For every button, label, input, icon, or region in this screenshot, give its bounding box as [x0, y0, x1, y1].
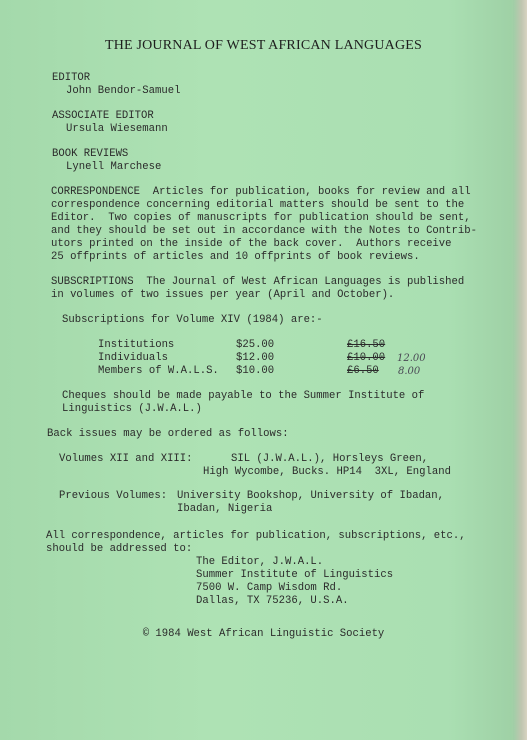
rate-category: Institutions: [98, 339, 175, 351]
back-issues-intro: Back issues may be ordered as follows:: [47, 428, 289, 440]
correspondence-line: correspondence concerning editorial matters should be sent to the: [51, 199, 465, 211]
back-issues-v12-line: SIL (J.W.A.L.), Horsleys Green,: [231, 453, 429, 465]
book-reviews-name: Lynell Marchese: [66, 161, 162, 173]
copyright-footer: © 1984 West African Linguistic Society: [142, 628, 385, 640]
editor-label: EDITOR: [52, 72, 91, 84]
back-issues-v12-label: Volumes XII and XIII:: [59, 453, 193, 465]
associate-editor-name: Ursula Wiesemann: [66, 123, 168, 135]
address-intro: should be addressed to:: [46, 543, 193, 555]
subscriptions-line: SUBSCRIPTIONS The Journal of West African Languages is published: [51, 276, 465, 288]
handwritten-price: 12.00: [397, 353, 426, 364]
associate-editor-label: ASSOCIATE EDITOR: [52, 110, 154, 122]
address-line: Summer Institute of Linguistics: [196, 569, 394, 581]
correspondence-line: Editor. Two copies of manuscripts for publication should be sent,: [51, 212, 471, 224]
address-line: Dallas, TX 75236, U.S.A.: [196, 595, 349, 607]
rate-usd: $12.00: [236, 352, 275, 364]
subscriptions-intro: Subscriptions for Volume XIV (1984) are:-: [62, 314, 323, 326]
editor-name: John Bendor-Samuel: [66, 85, 181, 97]
rate-usd: $25.00: [236, 339, 275, 351]
correspondence-line: and they should be set out in accordance with the Notes to Contrib-: [51, 225, 477, 237]
back-issues-prev-label: Previous Volumes:: [59, 490, 168, 502]
subscriptions-line: in volumes of two issues per year (April and October).: [51, 289, 395, 301]
address-line: 7500 W. Camp Wisdom Rd.: [196, 582, 343, 594]
correspondence-line: CORRESPONDENCE Articles for publication, books for review and all: [51, 186, 471, 198]
handwritten-price: 8.00: [398, 366, 421, 377]
rate-category: Individuals: [98, 352, 168, 364]
correspondence-line: utors printed on the inside of the back cover. Authors receive: [51, 238, 452, 250]
rate-usd: $10.00: [236, 365, 275, 377]
cheques-line: Linguistics (J.W.A.L.): [62, 403, 202, 415]
address-intro: All correspondence, articles for publication, subscriptions, etc.,: [46, 530, 466, 542]
book-reviews-label: BOOK REVIEWS: [52, 148, 129, 160]
cheques-line: Cheques should be made payable to the Summer Institute of: [62, 390, 425, 402]
rate-gbp: £6.50: [347, 365, 379, 377]
rate-gbp: £10.00: [347, 352, 386, 364]
rate-category: Members of W.A.L.S.: [98, 365, 219, 377]
journal-title: THE JOURNAL OF WEST AFRICAN LANGUAGES: [104, 38, 423, 53]
back-issues-prev-line: Ibadan, Nigeria: [177, 503, 273, 515]
address-line: The Editor, J.W.A.L.: [196, 556, 324, 568]
back-issues-prev-line: University Bookshop, University of Ibadan,: [177, 490, 445, 502]
back-issues-v12-line: High Wycombe, Bucks. HP14 3XL, England: [203, 466, 451, 478]
rate-gbp: £16.50: [347, 339, 386, 351]
correspondence-line: 25 offprints of articles and 10 offprints of book reviews.: [51, 251, 420, 263]
